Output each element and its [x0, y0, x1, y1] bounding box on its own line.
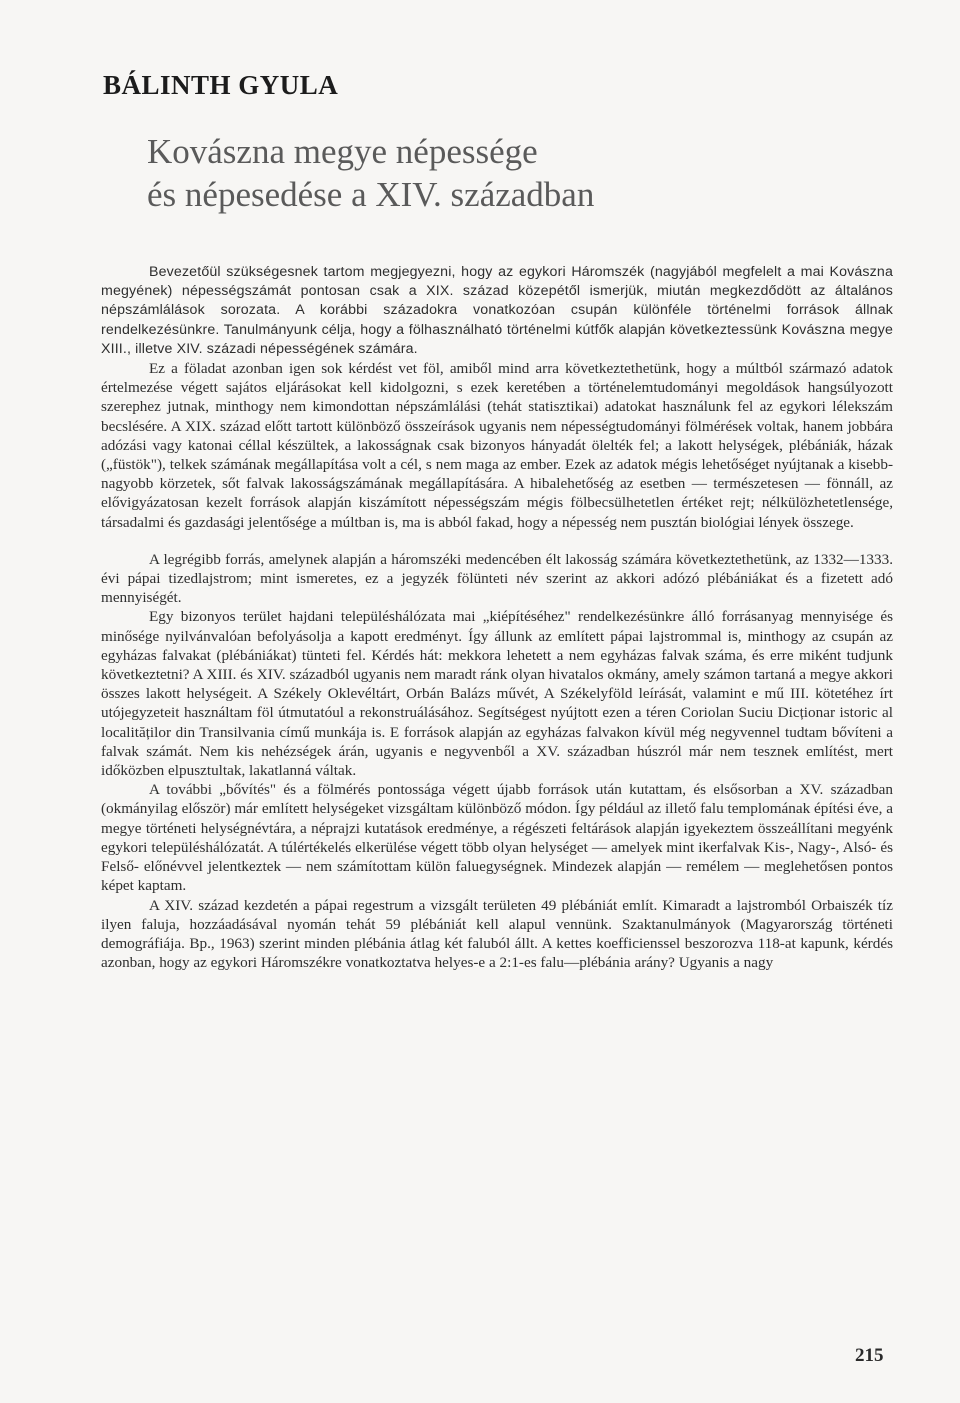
paragraph: A XIV. század kezdetén a pápai regestrum a vizsgált területen 49 plébániát említ. Kimaradt a lajstromból Orbaiszék tíz ilyen faluja, hozzáadásával nyomán tehát 59 plébániát kell alapul vennünk. Szaktanulmányok (Magyarország történeti demográfiája. Bp., 1963) szerint minden plébánia átlag két faluból állt. A kettes koefficienssel beszorozva 118-at kapunk, kérdés azonban, hogy az egykori Háromszékre vonatkoztatva helyes-e a 2:1-es falu—plébánia arány? Ugyanis a nagy — [101, 896, 893, 972]
article-title — [147, 130, 847, 216]
paragraph: Egy bizonyos terület hajdani településhálózata mai „kiépítéséhez" rendelkezésünkre álló forrásanyag mennyisége és minősége nyilvánvalóan befolyásolja a kapott eredményt. Így állunk az említett pápai lajstrommal is, minthogy az csupán az egyházas falvakat (plébániákat) tünteti fel. Kérdés hát: mekkora lehetett a nem egyházas falvak száma, és erre miként tudjunk következtetni? A XIII. és XIV. századból ugyanis nem maradt ránk olyan hivatalos okmány, amely számon tartaná a megye akkori összes lakott helységeit. A Székely Oklevéltárt, Orbán Balázs művét, A Székelyföld leírását, valamint e mű III. kötetéhez írt utójegyzeteit használtam föl útmutatóul a rekonstruálásához. Segítségest nyújtott ezen a téren Coriolan Suciu Dicționar istoric al localităților din Transilvania című munkája is. E források alapján az egyházas falvakon kívül még negyvennel tudtam bővíteni a falvak számát. Nem kis nehézségek árán, ugyanis e negyvenből a XV. században húszról már nem tesznek említést, mert időközben elpusztultak, lakatlanná váltak. — [101, 608, 893, 780]
author-name: BÁLINTH GYULA — [103, 70, 339, 100]
article-body — [101, 263, 893, 972]
title-line-1: Kovászna megye népessége — [147, 132, 538, 171]
paragraph: A legrégibb forrás, amelynek alapján a háromszéki medencében élt lakosság számára következtethetünk, az 1332—1333. évi pápai tizedlajstrom; mint ismeretes, ez a jegyzék fölünteti név szerint az akkori adózó plébániákat és a fizetett adó mennyiségét. — [101, 550, 893, 607]
title-line-2: és népesedése a XIV. században — [147, 175, 595, 214]
paragraph: A további „bővítés" és a fölmérés pontossága végett újabb források után kutattam, és elsősorban a XV. században (okmányilag először) már említett helységeket vizsgáltam különböző módon. Így például az illető falu templomának építési éve, a megye történeti helységnévtára, a néprajzi kutatások eredménye, a régészeti feltárások alapján igyekeztem összeállítani megyénk egykori településhálózatát. A túlértékelés elkerülése végett több olyan helységet — amelyek mint ikerfalvak Kis-, Nagy-, Alsó- és Felső- előnévvel jelentkeztek — nem számítottam külön faluegységnek. Mindezek alapján — remélem — meglehetősen pontos képet kaptam. — [101, 781, 893, 895]
page-number: 215 — [855, 1345, 884, 1366]
paragraph: Ez a föladat azonban igen sok kérdést vet föl, amiből mind arra következtethetünk, hogy a múltból származó adatok értelmezése végett sajátos eljárásokat kell kidolgozni, s ezek keretében a történelemtudományi megoldások hangsúlyozott szerephez jutnak, minthogy nem kimondottan népszámlálási (tehát statisztikai) adatokat használunk fel az egykori lélekszám becslésére. A XIX. század előtt tartott különböző összeírások ugyanis nem népességtudományi fölmérések voltak, hanem jobbára adózási vagy katonai céllal készültek, a lakosságnak csak bizonyos hányadát ölelték fel; a lakott helységek, plébániák, házak („füstök"), telkek számának megállapítása volt a cél, s nem maga az ember. Ezek az adatok mégis lehetőséget nyújtanak a kisebb-nagyobb körzetek, sőt falvak lakosságszámának megállapítására. A hibalehetőség az esetben — természetesen — fönnáll, az elővigyázatosan kezelt források alapján kiszámított népességszám mégis fölbecsülhetetlen értéket rejt; nélkülözhetetlensége, társadalmi és gazdasági jelentősége a múltban is, ma is abból fakad, hogy a népesség nem pusztán biológiai lények összege. — [101, 360, 893, 531]
paragraph: Bevezetőül szükségesnek tartom megjegyezni, hogy az egykori Háromszék (nagyjából megfelelt a mai Kovászna megyének) népességszámát pontosan csak a XIX. század közepétől ismerjük, miután megkezdődött az általános népszámlálások sorozata. A korábbi századokra vonatkozóan csupán különféle történelmi források állnak rendelkezésünkre. Tanulmányunk célja, hogy a fölhasználható történelmi kútfők alapján következtessünk Kovászna megye XIII., illetve XIV. századi népességének számára. — [101, 264, 893, 357]
